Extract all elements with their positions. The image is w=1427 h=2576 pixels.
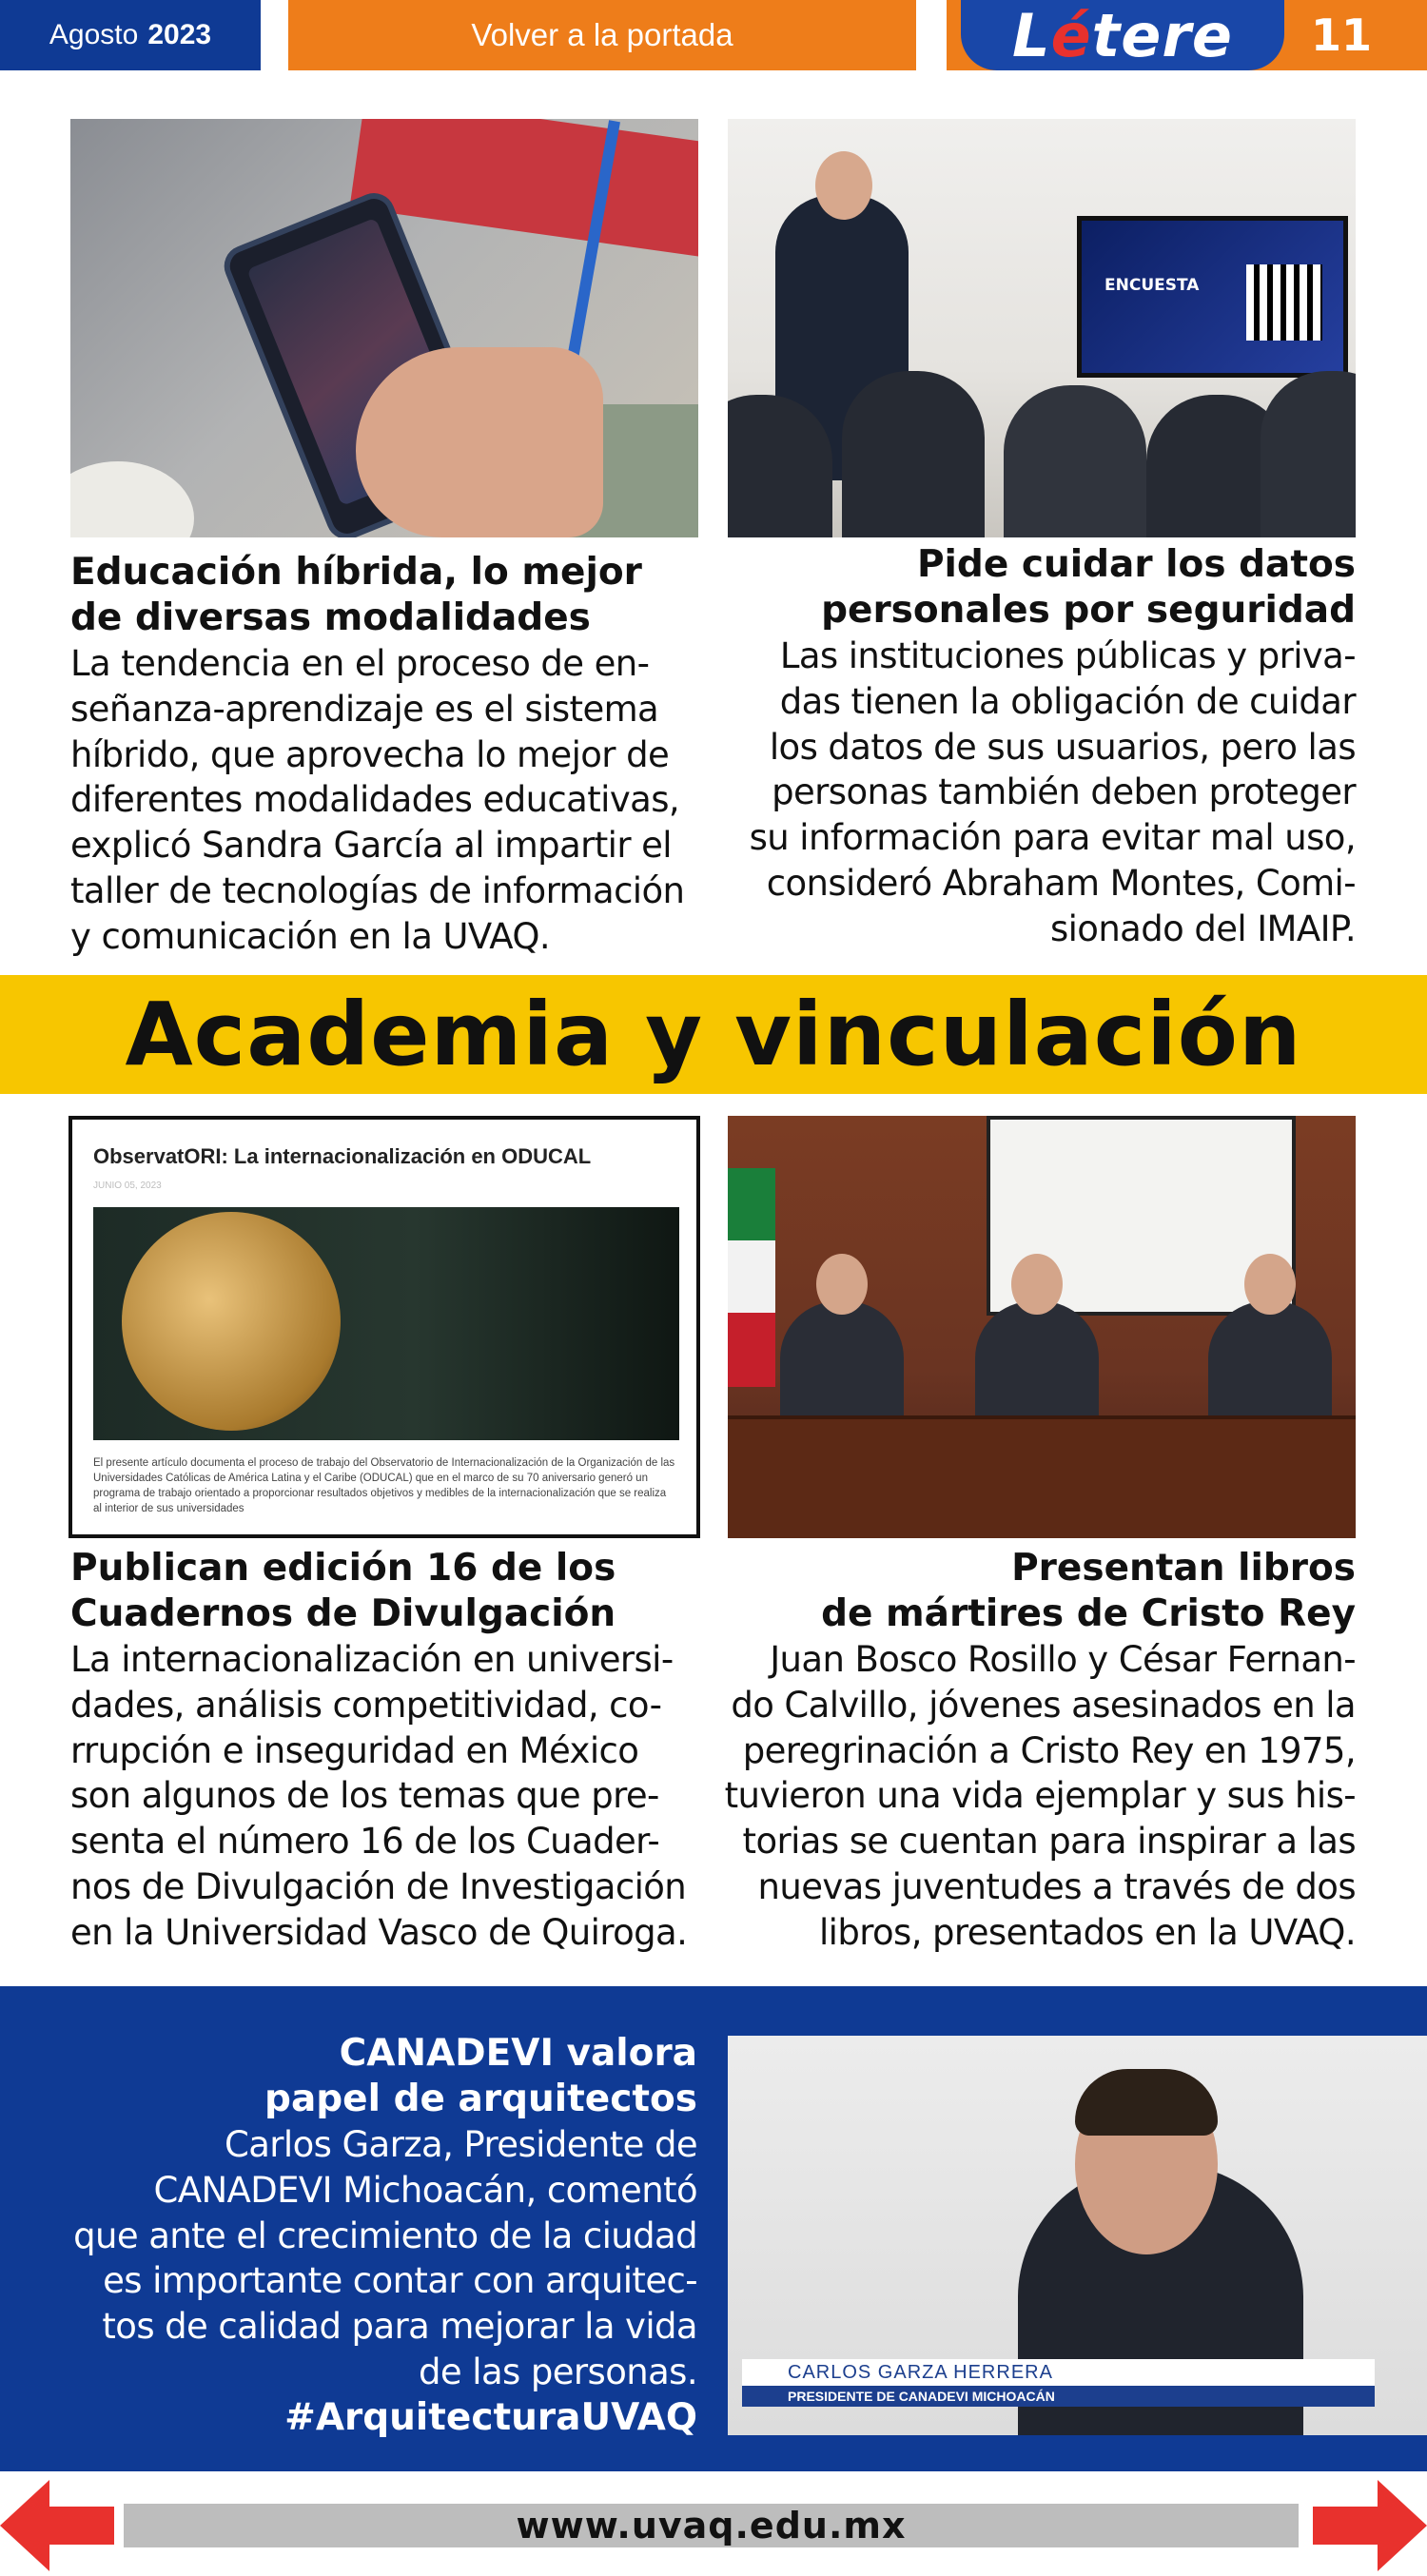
article-title: Presentan libros de mártires de Cristo Rey	[821, 1547, 1356, 1635]
globe-icon	[122, 1212, 341, 1431]
article-body: Las instituciones públicas y priva- das tienen la obligación de cuidar los datos de sus usuarios, pero las personas también deben proteger su información para evitar mal uso, consideró Abraham Montes, Comi- sionado del IMAIP.	[749, 635, 1356, 949]
next-page-arrow-icon[interactable]	[1313, 2480, 1427, 2571]
back-to-cover-link[interactable]: Volver a la portada	[288, 0, 916, 70]
article-body: La tendencia en el proceso de en- señanza-aprendizaje es el sistema híbrido, que aprovecha lo mejor de diferentes modalidades educativas, explicó Sandra García al impartir el taller de tecnologías de información y comunicación en la UVAQ.	[70, 643, 685, 957]
previous-page-arrow-icon[interactable]	[0, 2480, 114, 2571]
lower-third-role: PRESIDENTE DE CANADEVI MICHOACÁN	[742, 2386, 1375, 2407]
qr-code-icon	[1246, 264, 1322, 341]
audience-figures	[728, 357, 1356, 537]
article-body: Carlos Garza, Presidente de CANADEVI Michoacán, comentó que ante el crecimiento de la ciudad es importante contar con arquitec- tos de calidad para mejorar la vida de las personas.	[73, 2124, 697, 2392]
article-body: La internacionalización en universi- dades, análisis competitividad, co- rrupción e inseguridad en México son algunos de los temas que pre- senta el número 16 de los Cuader- nos de Divulgación de Investigación en la Universidad Vasco de Quiroga.	[70, 1639, 688, 1953]
logo-letter-l: L	[1012, 0, 1051, 70]
video-interview-still[interactable]	[728, 2036, 1427, 2435]
article-title: Publican edición 16 de los Cuadernos de Divulgación	[70, 1547, 616, 1635]
screenshot-title: ObservatORI: La internacionalización en ODUCAL	[93, 1144, 592, 1168]
mexico-flag-icon	[728, 1168, 775, 1387]
globe-image	[93, 1207, 679, 1440]
logo-letter-accent: é	[1050, 0, 1092, 70]
article-hybrid-education	[70, 550, 717, 960]
letere-logo	[961, 0, 1284, 70]
logo-letters-rest: tere	[1091, 0, 1233, 70]
issue-month: Agosto	[49, 19, 139, 50]
page-number: 11	[1310, 10, 1372, 61]
photo-data-protection-talk	[728, 119, 1356, 537]
article-title: Educación híbrida, lo mejor de diversas modalidades	[70, 551, 642, 639]
article-data-protection	[704, 542, 1356, 952]
article-body: Juan Bosco Rosillo y César Fernan- do Calvillo, jóvenes asesinados en la peregrinación a Cristo Rey en 1975, tuvieron una vida ejemplar y sus his- torias se cuentan para inspirar a las nuevas juventudes a través de dos libros, presentados en la UVAQ.	[724, 1639, 1356, 1953]
website-url-link[interactable]: www.uvaq.edu.mx	[124, 2504, 1299, 2547]
hashtag-link[interactable]: #ArquitecturaUVAQ	[284, 2395, 697, 2439]
photo-book-presentation	[728, 1116, 1356, 1538]
presentation-screen	[1077, 216, 1348, 378]
screen-word: ENCUESTA	[1104, 276, 1200, 295]
article-cuadernos-divulgacion	[70, 1546, 727, 1956]
issue-year: 2023	[147, 19, 212, 50]
panel-table	[728, 1415, 1356, 1538]
section-title: Academia y vinculación	[0, 975, 1427, 1094]
article-title: CANADEVI valora papel de arquitectos	[264, 2032, 697, 2120]
photo-hybrid-education	[70, 119, 698, 537]
screenshot-observatori-article	[68, 1116, 700, 1538]
screenshot-text: El presente artículo documenta el proceso de trabajo del Observatorio de Internacionalización de la Organización de las Universidades Católicas de América Latina y el Caribe (ODUCAL) que en el marco de su 70 aniversario generó un programa de trabajo orientado a proporcionar resultados objetivos y medibles de la internacionalización que se realiza al interior de sus universidades	[93, 1457, 675, 1514]
lower-third-name: CARLOS GARZA HERRERA	[742, 2359, 1375, 2386]
screenshot-date: JUNIO 05, 2023	[93, 1181, 162, 1191]
issue-date	[0, 0, 261, 70]
article-cristo-rey-books	[704, 1546, 1356, 1956]
article-title: Pide cuidar los datos personales por seguridad	[821, 543, 1356, 632]
article-canadevi	[38, 2031, 697, 2441]
